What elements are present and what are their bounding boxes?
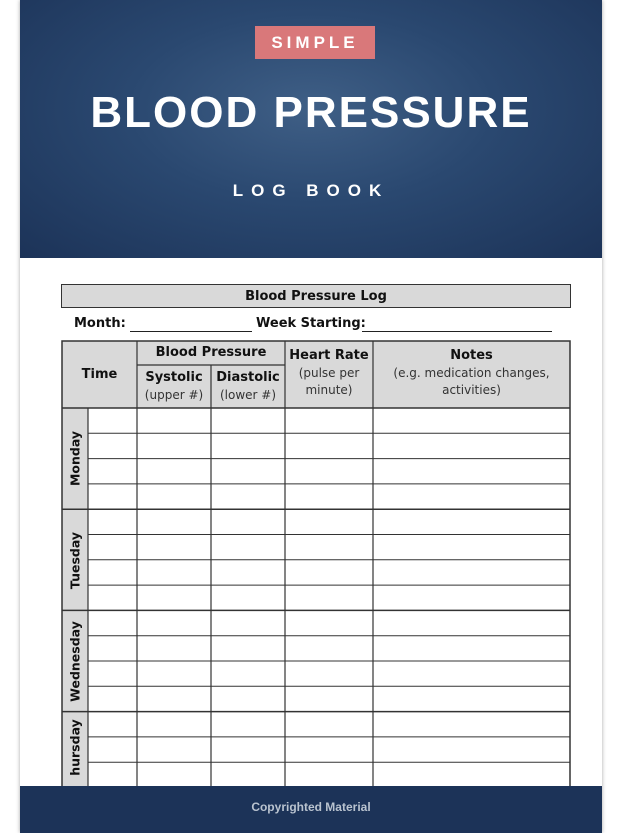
log-page-preview — [20, 258, 602, 786]
log-table-grid — [61, 340, 571, 786]
day-label-monday: Monday — [67, 430, 83, 487]
book-subtitle: LOG BOOK — [232, 181, 390, 200]
cover-footer — [20, 786, 602, 833]
notes-header: Notes — [450, 348, 493, 363]
book-cover — [20, 0, 602, 833]
diastolic-header: Diastolic — [216, 370, 280, 385]
day-label-tuesday: Tuesday — [67, 531, 83, 590]
heart-rate-header: Heart Rate — [289, 348, 369, 363]
cover-header — [20, 0, 602, 258]
notes-subheader-1: (e.g. medication changes, — [393, 366, 550, 380]
heart-rate-subheader-1: (pulse per — [298, 366, 360, 380]
copyright-notice: Copyrighted Material — [251, 800, 371, 814]
week-starting-label: Week Starting: — [256, 316, 366, 331]
blood-pressure-header: Blood Pressure — [155, 345, 267, 360]
table-row-lines — [62, 433, 570, 762]
day-label-wednesday: Wednesday — [67, 621, 83, 702]
simple-badge: SIMPLE — [255, 26, 375, 59]
month-label: Month: — [74, 316, 126, 331]
month-blank-line — [130, 317, 252, 332]
heart-rate-subheader-2: minute) — [305, 383, 353, 397]
diastolic-subheader: (lower #) — [219, 388, 277, 402]
day-label-thursday: hursday — [67, 719, 83, 776]
week-blank-line — [362, 317, 552, 332]
log-table — [61, 340, 571, 786]
book-title: BLOOD PRESSURE — [90, 88, 532, 137]
time-header: Time — [81, 367, 118, 382]
log-title: Blood Pressure Log — [61, 284, 571, 308]
notes-subheader-2: activities) — [442, 383, 501, 397]
systolic-header: Systolic — [145, 370, 203, 385]
systolic-subheader: (upper #) — [144, 388, 204, 402]
